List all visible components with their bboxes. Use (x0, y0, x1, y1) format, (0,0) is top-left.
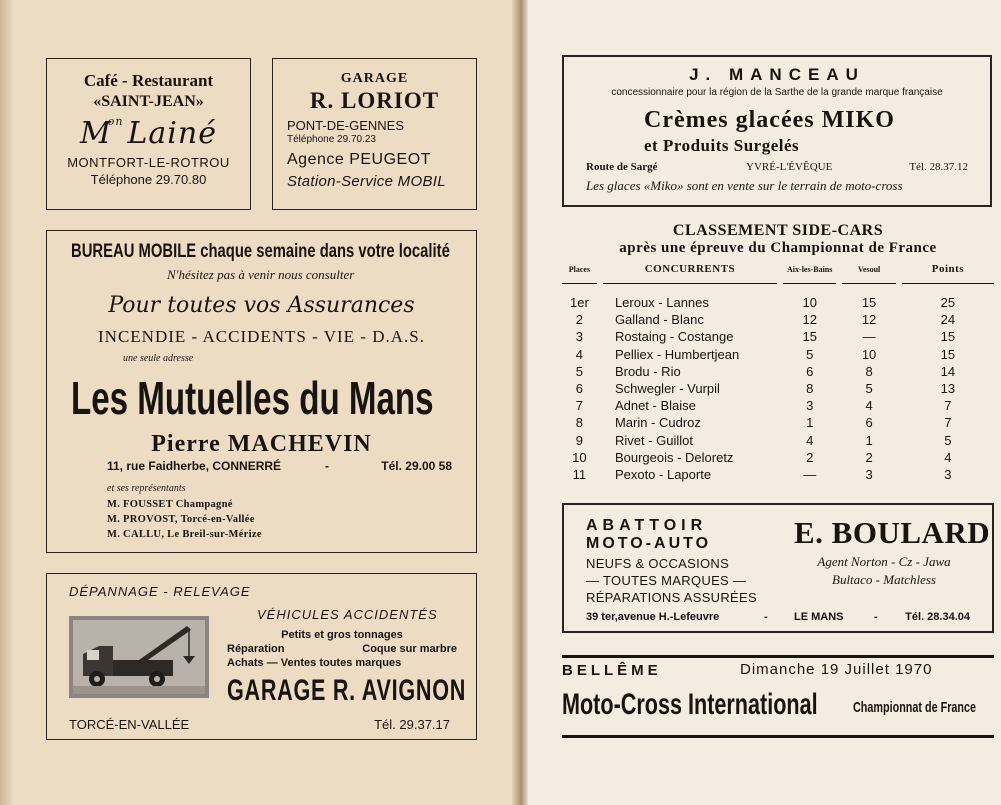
coque-label: Coque sur marbre (362, 643, 457, 655)
abattoir: ABATTOIR (586, 517, 708, 534)
cell-aix: — (803, 467, 817, 483)
cell-points: 13 (940, 381, 956, 397)
avignon-services (227, 628, 457, 670)
loriot-town: PONT-DE-GENNES (287, 118, 405, 133)
cell-place: 5 (575, 363, 584, 379)
table-header-row (562, 263, 994, 284)
une-seule-adresse: une seule adresse (123, 353, 194, 364)
loriot-agence: Agence PEUGEOT (287, 151, 431, 168)
table-row (562, 466, 994, 483)
cell-aix: 4 (806, 432, 814, 448)
cell-place: 3 (575, 329, 584, 345)
cell-concurrents: Rivet - Guillot (614, 432, 693, 448)
depannage-line: DÉPANNAGE - RELEVAGE (69, 584, 251, 599)
cell-points: 14 (940, 363, 956, 379)
manceau-ad (562, 55, 992, 207)
cell-concurrents: Schwegler - Vurpil (614, 381, 720, 397)
event-place: BELLÊME (562, 662, 662, 679)
reparations-assurees: RÉPARATIONS ASSURÉES (586, 590, 757, 605)
col-vesoul: Vesoul (842, 263, 895, 284)
top-rule (562, 655, 994, 658)
manceau-glaces: Les glaces «Miko» sont en vente sur le terrain de moto-cross (586, 178, 903, 193)
cell-place: 6 (575, 381, 584, 397)
manceau-route: Route de Sargé (586, 161, 658, 173)
event-championnat: Championnat de France (853, 699, 977, 716)
cell-aix: 2 (806, 449, 814, 465)
cafe-line2: «SAINT-JEAN» (93, 93, 204, 110)
cell-points: 7 (944, 415, 952, 431)
book-gutter (512, 0, 528, 805)
bottom-rule (562, 735, 994, 738)
cafe-saint-jean-ad (46, 58, 251, 210)
cell-concurrents: Rostaing - Costange (614, 329, 734, 345)
mutuelles-name: Les Mutuelles du Mans (71, 372, 434, 424)
cell-aix: 3 (806, 398, 814, 414)
cell-points: 3 (944, 467, 952, 483)
table-row (562, 284, 994, 311)
reparation-label: Réparation (227, 643, 285, 655)
cafe-tel: Téléphone 29.70.80 (90, 172, 207, 187)
mutuelles-separator: - (325, 459, 329, 473)
cell-concurrents: Leroux - Lannes (614, 295, 709, 310)
loriot-tel: Téléphone 29.70.23 (287, 134, 376, 145)
cell-concurrents: Galland - Blanc (614, 312, 704, 328)
cell-aix: 10 (802, 295, 817, 310)
produits-surgeles: et Produits Surgelés (644, 136, 800, 155)
col-concurrents: CONCURRENTS (603, 263, 777, 284)
garage-avignon-ad (46, 573, 477, 740)
table-row (562, 311, 994, 328)
cell-aix: 12 (802, 312, 817, 328)
event-title: Moto-Cross International (562, 688, 818, 721)
cell-points: 25 (940, 295, 956, 310)
table-row (562, 380, 994, 397)
table-row (562, 414, 994, 431)
mutuelles-tel: Tél. 29.00 58 (381, 459, 452, 473)
loriot-station: Station-Service MOBIL (287, 173, 446, 190)
classement-table (562, 263, 994, 483)
loriot-title: GARAGE (340, 71, 409, 86)
col-points: Points (902, 263, 994, 284)
cell-points: 7 (944, 398, 952, 414)
table-row (562, 432, 994, 449)
cell-place: 1er (570, 295, 589, 310)
cafe-name-prefix: M (80, 116, 112, 151)
cell-place: 11 (572, 467, 587, 483)
boulard-ad (562, 503, 994, 633)
cell-aix: 8 (806, 381, 814, 397)
tow-truck-icon (69, 616, 209, 698)
cell-place: 9 (575, 432, 584, 448)
cell-vesoul: 8 (865, 363, 873, 379)
cell-place: 2 (575, 312, 584, 328)
cell-vesoul: 6 (865, 415, 873, 431)
cell-points: 5 (944, 432, 952, 448)
boulard-bultaco: Bultaco - Matchless (832, 572, 936, 587)
cell-vesoul: 5 (865, 381, 873, 397)
reparation-row (227, 642, 457, 656)
cell-aix: 1 (806, 415, 814, 431)
cafe-name-sup: on (107, 115, 124, 128)
boulard-address: 39 ter,avenue H.-Lefeuvre (586, 611, 720, 623)
cafe-town: MONTFORT-LE-ROTROU (67, 155, 230, 170)
representant: M. PROVOST, Torcé-en-Vallée (107, 514, 255, 525)
manceau-town: YVRÉ-L'ÉVÊQUE (746, 161, 833, 173)
col-aix: Aix-les-Bains (783, 263, 836, 284)
table-row (562, 397, 994, 414)
mutuelles-address: 11, rue Faidherbe, CONNERRÉ (107, 459, 282, 473)
agent-name: Pierre MACHEVIN (151, 431, 372, 457)
manceau-tel: Tél. 28.37.12 (909, 161, 968, 173)
mutuelles-du-mans-ad (46, 230, 477, 553)
classement-subtitle: après une épreuve du Championnat de France (619, 240, 937, 256)
cell-concurrents: Adnet - Blaise (614, 398, 696, 414)
achats-line: Achats — Ventes toutes marques (227, 657, 402, 669)
cell-points: 4 (944, 449, 952, 465)
cafe-owner-name (47, 115, 250, 151)
cell-place: 4 (575, 346, 584, 362)
cell-place: 10 (572, 449, 587, 465)
classement-side-cars (562, 222, 994, 483)
cell-concurrents: Pelliex - Humbertjean (614, 346, 740, 362)
cell-points: 15 (940, 329, 956, 345)
avignon-town: TORCÉ-EN-VALLÉE (69, 717, 190, 732)
avignon-tel: Tél. 29.37.17 (374, 717, 450, 732)
table-row (562, 328, 994, 345)
boulard-town: LE MANS (794, 611, 844, 623)
loriot-name: R. LORIOT (309, 88, 440, 113)
cell-vesoul: 10 (861, 346, 877, 362)
classement-body (562, 284, 994, 483)
cafe-line1: Café - Restaurant (83, 71, 214, 90)
cell-vesoul: — (862, 329, 876, 345)
cell-vesoul: 1 (865, 432, 873, 448)
cell-vesoul: 15 (861, 295, 877, 310)
cafe-name: Lainé (127, 116, 217, 151)
garage-loriot-ad (272, 58, 477, 210)
moto-auto: MOTO-AUTO (586, 535, 712, 552)
cell-concurrents: Pexoto - Laporte (614, 467, 712, 483)
table-row (562, 449, 994, 466)
boulard-tel: Tél. 28.34.04 (905, 611, 970, 623)
cell-aix: 15 (802, 329, 817, 345)
cell-aix: 6 (806, 363, 814, 379)
tonnages-line: Petits et gros tonnages (281, 629, 403, 641)
boulard-sep: - (874, 611, 878, 623)
boulard-brands (794, 553, 974, 589)
incendie-line: INCENDIE - ACCIDENTS - VIE - D.A.S. (98, 327, 425, 346)
boulard-sep: - (764, 611, 768, 623)
boulard-agent: Agent Norton - Cz - Jawa (817, 554, 951, 569)
cell-concurrents: Bourgeois - Deloretz (614, 449, 734, 465)
classement-title: CLASSEMENT SIDE-CARS (672, 222, 884, 239)
cell-vesoul: 2 (865, 449, 873, 465)
bureau-mobile: BUREAU MOBILE chaque semaine dans votre localité (71, 241, 450, 262)
neufs-occasions: NEUFS & OCCASIONS (586, 556, 730, 571)
event-date: Dimanche 19 Juillet 1970 (740, 661, 933, 678)
manceau-concessionnaire: concessionnaire pour la région de la Sarthe de la grande marque française (611, 87, 943, 98)
vehicules-line: VÉHICULES ACCIDENTÉS (257, 607, 438, 622)
table-row (562, 363, 994, 380)
assurances-line: Pour toutes vos Assurances (108, 293, 415, 318)
cell-vesoul: 4 (865, 398, 873, 414)
cell-vesoul: 3 (865, 467, 873, 483)
representant: M. FOUSSET Champagné (107, 499, 233, 510)
cell-concurrents: Marin - Cudroz (614, 415, 701, 431)
cell-vesoul: 12 (861, 312, 877, 328)
cell-place: 7 (575, 398, 584, 414)
manceau-name: J. MANCEAU (689, 65, 865, 84)
cell-points: 24 (940, 312, 956, 328)
col-places: Places (562, 263, 597, 284)
representants-label: et ses représentants (107, 483, 186, 494)
cremes-miko: Crèmes glacées MIKO (644, 107, 895, 133)
cell-points: 15 (940, 346, 956, 362)
cell-aix: 5 (806, 346, 814, 362)
table-row (562, 346, 994, 363)
hesitez-line: N'hésitez pas à venir nous consulter (167, 267, 355, 282)
toutes-marques: — TOUTES MARQUES — (586, 573, 747, 588)
representants-list (107, 497, 262, 542)
cell-concurrents: Brodu - Rio (614, 363, 681, 379)
garage-avignon-name: GARAGE R. AVIGNON (227, 674, 467, 707)
boulard-name: E. BOULARD (794, 515, 991, 550)
representant: M. CALLU, Le Breil-sur-Mérize (107, 529, 262, 540)
cell-place: 8 (575, 415, 584, 431)
